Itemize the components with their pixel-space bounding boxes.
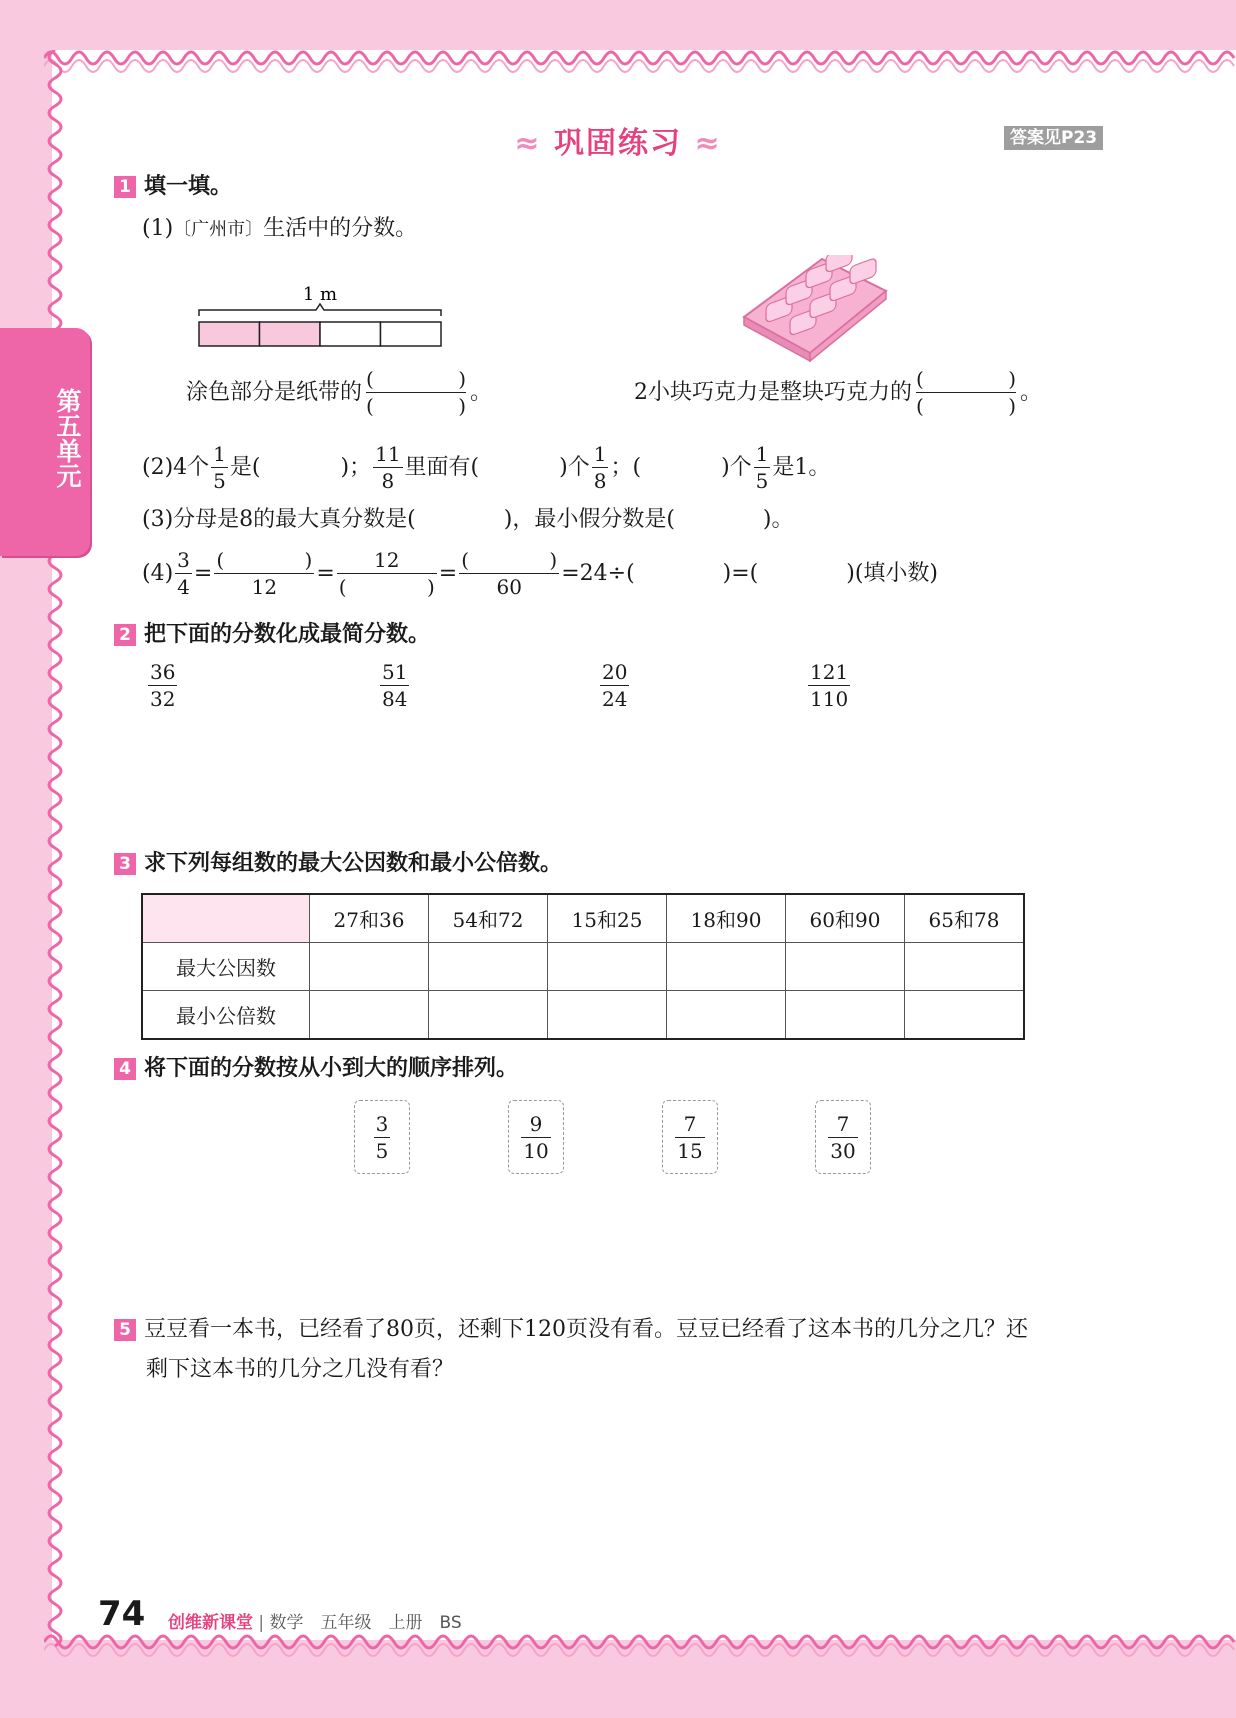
answer-cell[interactable] — [667, 991, 786, 1040]
section-title-text: 巩固练习 — [554, 126, 682, 161]
unit-tab-label: 第五单元 — [53, 388, 82, 488]
table-header-cell: 27和36 — [310, 894, 429, 943]
blank-fraction[interactable]: ( ) 60 — [461, 548, 558, 599]
answer-reference: 答案见P23 — [1004, 126, 1103, 150]
answer-cell[interactable] — [548, 991, 667, 1040]
q4-fraction-card-3: $\frac{7}{15}$ — [662, 1100, 718, 1174]
q4-heading — [114, 1054, 518, 1084]
blank-fraction[interactable]: 12 ( ) — [338, 548, 435, 599]
q1-part1-text: 生活中的分数。 — [263, 216, 418, 241]
q5-number: 5 — [114, 1319, 136, 1341]
table-row-label: 最小公倍数 — [142, 991, 310, 1040]
q5-line-1: 豆豆看一本书，已经看了80页，还剩下120页没有看。豆豆已经看了这本书的几分之几？还 — [144, 1317, 1028, 1342]
gcf-lcm-table — [141, 893, 1025, 1040]
tape-diagram — [196, 282, 446, 350]
q1-part1 — [142, 214, 417, 245]
table-header-cell: 15和25 — [548, 894, 667, 943]
q3-heading — [114, 849, 562, 879]
fraction: $\frac{1}{5}$ — [213, 442, 226, 493]
table-row — [142, 943, 1024, 991]
tape-cell-shaded — [199, 322, 260, 346]
fraction: $\frac{1}{5}$ — [755, 442, 769, 493]
page-number: 74 — [98, 1594, 146, 1634]
table-header-cell: 54和72 — [429, 894, 548, 943]
q1-part1-label: (1) — [142, 216, 174, 241]
chocolate-answer-fraction[interactable]: ( ) ( ) — [916, 367, 1016, 418]
tape-length-label: 1 m — [302, 284, 338, 305]
table-header-cell: 18和90 — [667, 894, 786, 943]
q3-title: 求下列每组数的最大公因数和最小公倍数。 — [144, 851, 563, 876]
answer-cell[interactable] — [548, 943, 667, 991]
answer-cell[interactable] — [905, 991, 1025, 1040]
q1-title: 填一填。 — [144, 174, 233, 199]
table-header-cell: 60和90 — [786, 894, 905, 943]
table-row-label: 最大公因数 — [142, 943, 310, 991]
chocolate-question: 2小块巧克力是整块巧克力的 ( ) ( ) 。 — [634, 367, 1043, 418]
q1-heading — [114, 172, 232, 202]
q3-number: 3 — [114, 853, 136, 875]
table-row — [142, 991, 1024, 1040]
q1-part2: (2)4个 $\frac{1}{5}$ 是( )； $\frac{11}{8}$ 里面有( )个 $\frac{1}{8}$ ；( )个 $\frac{1}{5}$ 是1。 — [142, 442, 831, 493]
answer-cell[interactable] — [429, 943, 548, 991]
q2-number: 2 — [114, 624, 136, 646]
q4-fraction-card-4: $\frac{7}{30}$ — [815, 1100, 871, 1174]
answer-cell[interactable] — [429, 991, 548, 1040]
footer-info: 数学 五年级 上册 BS — [269, 1613, 462, 1633]
footer-book-info: 创维新课堂 | 数学 五年级 上册 BS — [168, 1613, 462, 1633]
answer-cell[interactable] — [310, 943, 429, 991]
tape-cell-shaded — [260, 322, 321, 346]
q1-part4: (4) $\frac{3}{4}$ = ( ) 12 = 12 ( ) = ( ) 60 =24÷( )=( )(填小数) — [142, 548, 939, 599]
q2-fraction-1: $\frac{36}{32}$ — [150, 660, 176, 711]
q2-fraction-3: $\frac{20}{24}$ — [602, 660, 628, 711]
q2-fraction-4: $\frac{121}{110}$ — [810, 660, 849, 711]
answer-cell[interactable] — [310, 991, 429, 1040]
unit-tab — [0, 328, 90, 556]
footer-brand: 创维新课堂 — [168, 1613, 253, 1633]
table-header-row — [142, 894, 1024, 943]
q2-heading — [114, 620, 430, 650]
answer-cell[interactable] — [786, 991, 905, 1040]
tape-question-text: 涂色部分是纸带的 — [186, 379, 363, 405]
q4-title: 将下面的分数按从小到大的顺序排列。 — [144, 1056, 519, 1081]
q4-fraction-card-1: $\frac{3}{5}$ — [354, 1100, 410, 1174]
tape-cell — [320, 322, 381, 346]
q5-line-2: 剩下这本书的几分之几没有看？ — [146, 1357, 455, 1382]
q5-problem — [114, 1310, 1028, 1390]
wave-deco-icon: ≈ — [694, 126, 722, 161]
blank-fraction[interactable]: ( ) 12 — [216, 548, 313, 599]
fraction: $\frac{11}{8}$ — [375, 442, 401, 493]
answer-cell[interactable] — [786, 943, 905, 991]
answer-cell[interactable] — [667, 943, 786, 991]
answer-cell[interactable] — [905, 943, 1025, 991]
q1-part3: (3)分母是8的最大真分数是( )，最小假分数是( )。 — [142, 507, 794, 532]
fraction: $\frac{1}{8}$ — [593, 442, 607, 493]
tape-answer-fraction[interactable]: ( ) ( ) — [366, 367, 467, 418]
table-corner-cell — [142, 894, 310, 943]
tape-brace — [199, 304, 441, 316]
q4-fraction-card-2: $\frac{9}{10}$ — [508, 1100, 564, 1174]
q2-title: 把下面的分数化成最简分数。 — [144, 622, 431, 647]
q2-fraction-2: $\frac{51}{84}$ — [382, 660, 408, 711]
q1-number: 1 — [114, 176, 136, 198]
q4-number: 4 — [114, 1058, 136, 1080]
chocolate-question-text: 2小块巧克力是整块巧克力的 — [634, 379, 912, 405]
tape-question: 涂色部分是纸带的 ( ) ( ) 。 — [186, 367, 493, 418]
q1-part1-tag: 〔广州市〕 — [173, 219, 264, 240]
table-header-cell: 65和78 — [905, 894, 1025, 943]
fraction: $\frac{3}{4}$ — [177, 548, 190, 599]
chocolate-bar-icon — [740, 255, 890, 365]
tape-cell — [381, 322, 442, 346]
wave-deco-icon: ≈ — [514, 126, 542, 161]
